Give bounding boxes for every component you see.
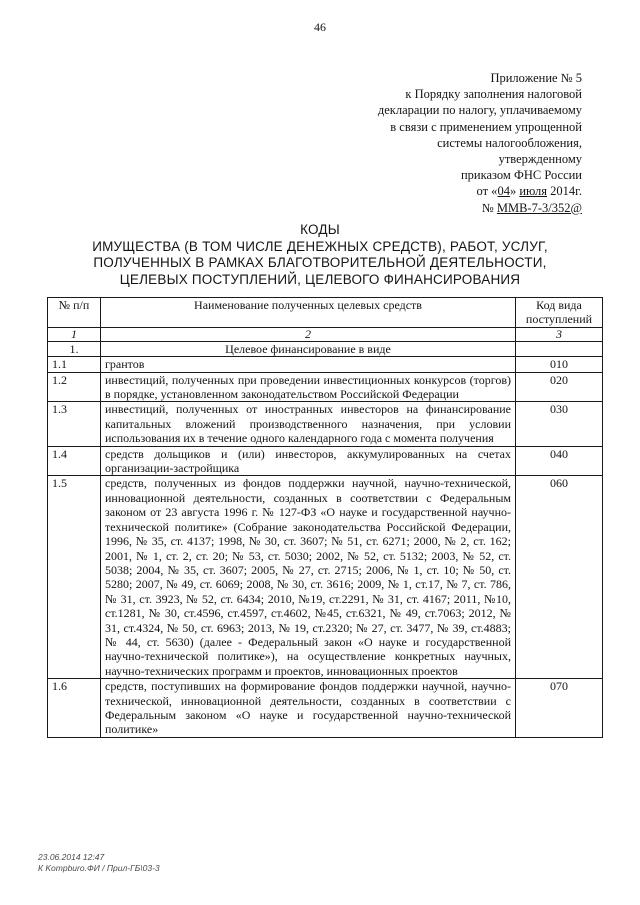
row-code: 030 xyxy=(516,402,603,446)
date-year: 2014г. xyxy=(547,184,582,199)
title-line: ИМУЩЕСТВА (В ТОМ ЧИСЛЕ ДЕНЕЖНЫХ СРЕДСТВ), РАБОТ, УСЛУГ, xyxy=(92,238,548,254)
header-code: Код вида поступлений xyxy=(516,298,603,328)
index-name: 2 xyxy=(101,327,516,341)
index-code: 3 xyxy=(516,327,603,341)
row-code: 010 xyxy=(516,357,603,372)
appendix-line: декларации по налогу, уплачиваемому xyxy=(377,103,582,118)
appendix-line: приказом ФНС России xyxy=(460,168,582,183)
date-prefix: от « xyxy=(476,184,498,199)
page-number: 46 xyxy=(314,20,326,34)
document-title xyxy=(0,222,640,288)
row-num: 1.1 xyxy=(48,357,101,372)
section-title: Целевое финансирование в виде xyxy=(101,341,516,356)
appendix-line: Приложение № 5 xyxy=(490,71,582,85)
date-day: 04 xyxy=(497,184,510,199)
row-name: грантов xyxy=(101,357,516,372)
row-name: инвестиций, полученных при проведении инвестиционных конкурсов (торгов) в порядке, установленном законодательством Российской Федерации xyxy=(101,372,516,402)
table-header-row xyxy=(48,298,603,328)
row-code: 070 xyxy=(516,679,603,738)
appendix-line: к Порядку заполнения налоговой xyxy=(405,87,582,102)
codes-table xyxy=(47,297,603,738)
row-num: 1.2 xyxy=(48,372,101,402)
section-num: 1. xyxy=(48,341,101,356)
index-num: 1 xyxy=(48,327,101,341)
title-line: ЦЕЛЕВЫХ ПОСТУПЛЕНИЙ, ЦЕЛЕВОГО ФИНАНСИРОВАНИЯ xyxy=(119,271,521,287)
header-num: № п/п xyxy=(48,298,101,328)
table-row xyxy=(48,446,603,476)
table-row xyxy=(48,372,603,402)
row-num: 1.3 xyxy=(48,402,101,446)
order-code: ММВ-7-3/352@ xyxy=(496,200,582,215)
row-name: инвестиций, полученных от иностранных инвесторов на финансирование капитальных вложений производственного назначения, при условии использования их в течение одного календарного года с момента получения xyxy=(101,402,516,446)
row-name: средств, полученных из фондов поддержки научной, научно-технической, инновационной деятельности, созданных в соответствии с Федеральным законом от 23 августа 1996 г. № 127-ФЗ «О науке и государственной научно-технической политике» (Собрание законодательства Российской Федерации, 1996, № 35, ст. 4137; 1998, № 30, ст. 3607; № 51, ст. 6271; 2000, № 2, ст. 162; 2001, № 1, ст. 2, ст. 20; № 53, ст. 5030; 2002, № 52, ст. 5132; 2003, № 52, ст. 5038; 2004, № 35, ст. 3607; 2005, № 27, ст. 2715; 2006, № 1, ст. 10; № 50, ст. 5280; 2007, № 49, ст. 6069; 2008, № 30, ст. 3616; 2009, № 1, ст.17, № 7, ст. 786, № 31, ст. 3923, № 52, ст. 6434; 2010, №19, ст.2291, № 31, ст. 4167; 2011, №10, ст.1281, № 30, ст.4596, ст.4597, ст.4602, №45, ст.6321, № 49, ст.7063; 2012, № 31, ст.4324, № 50, ст. 6963; 2013, № 19, ст.2320; № 27, ст. 3477, № 39, ст.4883; № 44, ст. 5630) (далее - Федеральный закон «О науке и государственной научно-технической политике»), на осуществление конкретных научных, научно-технических программ и проектов, инновационных проектов xyxy=(101,476,516,679)
title-line: КОДЫ xyxy=(300,222,340,237)
section-row xyxy=(48,341,603,356)
row-num: 1.4 xyxy=(48,446,101,476)
print-stamp xyxy=(38,852,160,874)
table-row xyxy=(48,402,603,446)
appendix-line: утвержденному xyxy=(498,152,582,167)
appendix-line: в связи с применением упрощенной xyxy=(390,119,582,134)
row-code: 040 xyxy=(516,446,603,476)
row-num: 1.6 xyxy=(48,679,101,738)
row-code: 060 xyxy=(516,476,603,679)
approval-date xyxy=(332,183,582,199)
row-name: средств, поступивших на формирование фондов поддержки научной, научно-технической, инновационной деятельности, созданных в соответствии с Федеральным законом «О науке и государственной научно-технической политике» xyxy=(101,679,516,738)
title-line: ПОЛУЧЕННЫХ В РАМКАХ БЛАГОТВОРИТЕЛЬНОЙ ДЕЯТЕЛЬНОСТИ, xyxy=(93,255,547,270)
table-row xyxy=(48,357,603,372)
stamp-timestamp: 23.06.2014 12:47 xyxy=(38,852,105,862)
order-number xyxy=(332,200,582,216)
table-row xyxy=(48,476,603,679)
column-index-row xyxy=(48,327,603,341)
row-num: 1.5 xyxy=(48,476,101,679)
appendix-block xyxy=(332,70,582,216)
date-month: июля xyxy=(519,184,548,199)
date-middle: » xyxy=(509,184,520,199)
appendix-line: системы налогообложения, xyxy=(437,135,582,150)
section-code xyxy=(516,341,603,356)
row-code: 020 xyxy=(516,372,603,402)
table-row xyxy=(48,679,603,738)
row-name: средств дольщиков и (или) инвесторов, аккумулированных на счетах организации-застройщика xyxy=(101,446,516,476)
stamp-filepath: К Kompburo.ФИ / Прил-ГБ\03-3 xyxy=(38,863,160,873)
order-prefix: № xyxy=(481,200,497,215)
header-name: Наименование полученных целевых средств xyxy=(101,298,516,328)
